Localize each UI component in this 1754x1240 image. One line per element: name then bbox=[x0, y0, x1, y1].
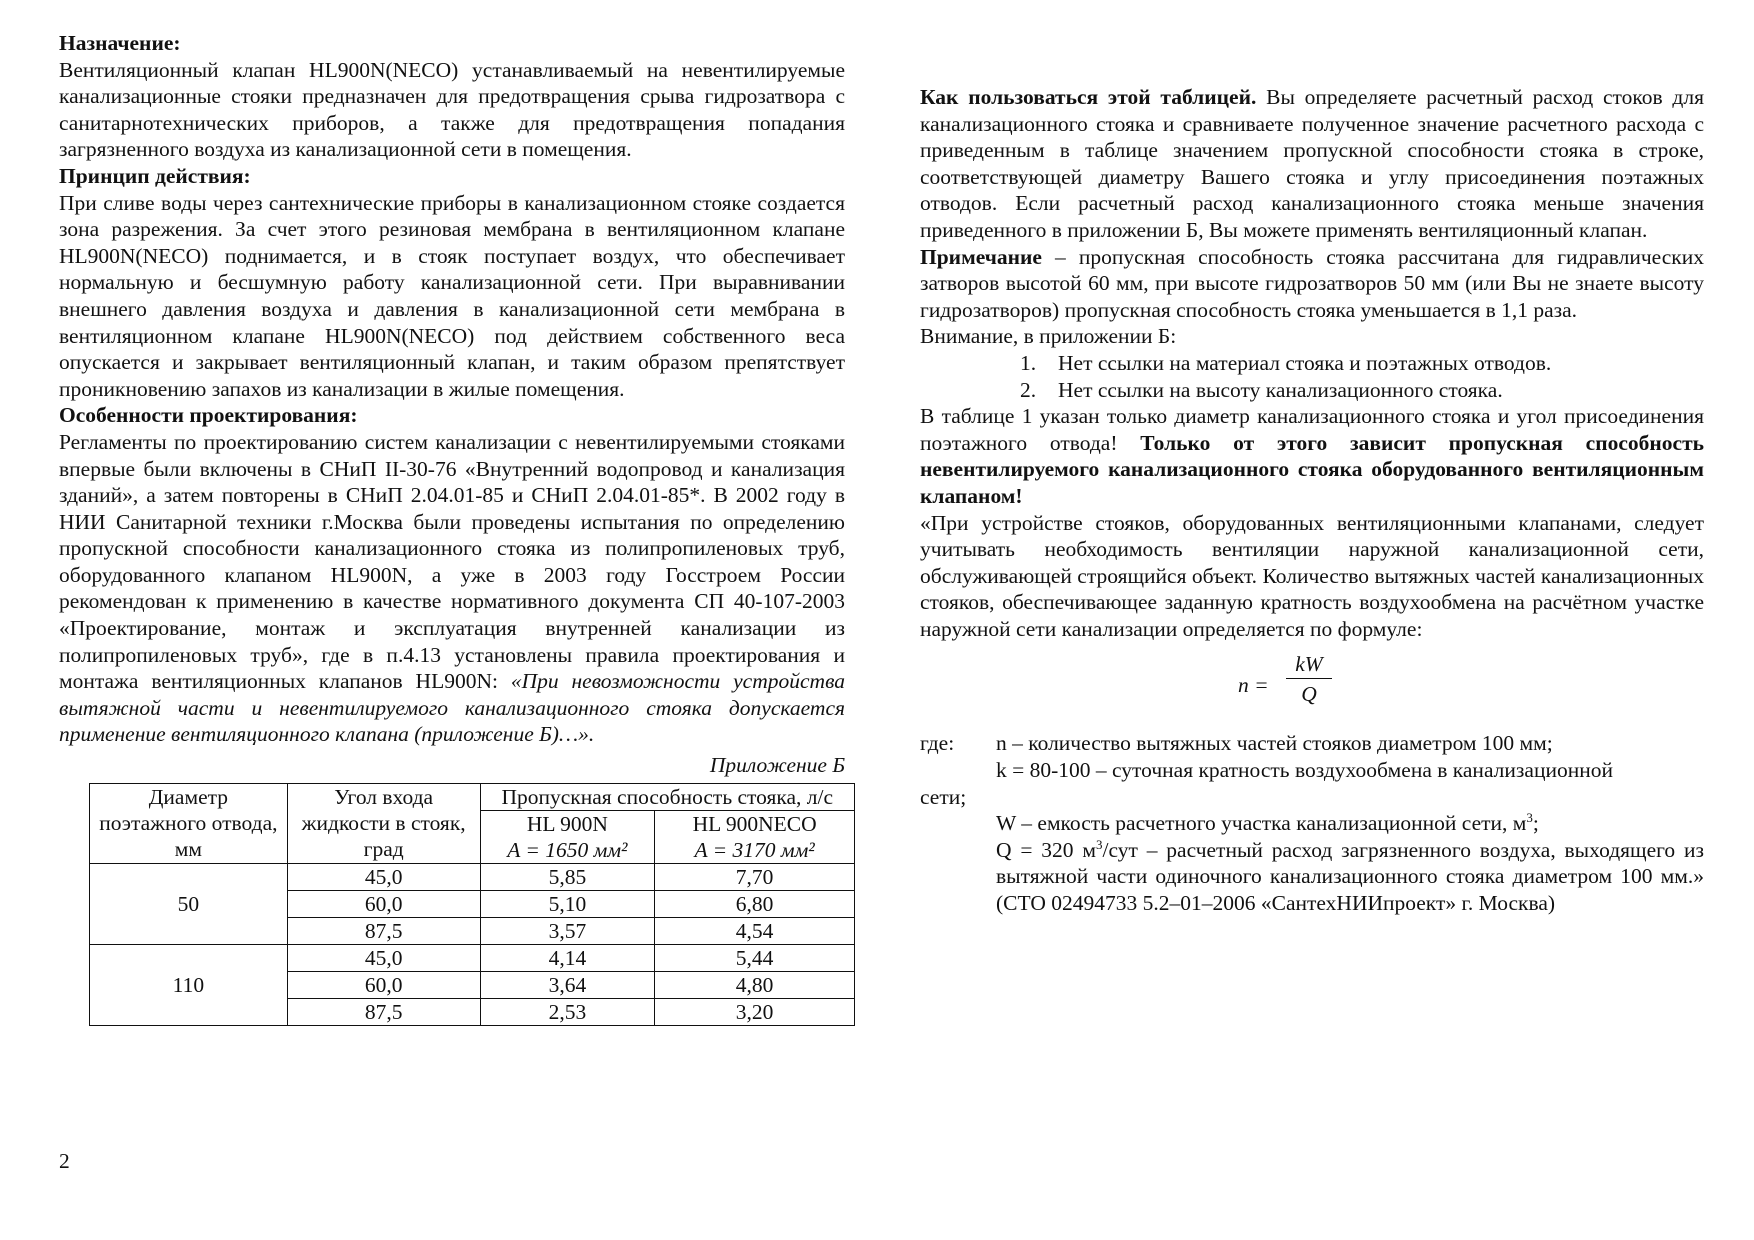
paragraph-note bbox=[920, 244, 1704, 324]
header-angle: Угол входа жидкости в стояк, град bbox=[287, 783, 480, 863]
formula-numerator: kW bbox=[1286, 650, 1332, 679]
where-w-main: W – емкость расчетного участка канализационной сети, м bbox=[996, 811, 1527, 836]
value-cell: 4,54 bbox=[655, 917, 855, 944]
paragraph-design bbox=[59, 429, 845, 748]
table-row bbox=[90, 944, 855, 971]
formula-denominator: Q bbox=[1301, 682, 1317, 707]
value-cell: 3,57 bbox=[480, 917, 655, 944]
note-heading: Примечание bbox=[920, 244, 1042, 269]
how-to-use-text: Вы определяете расчетный расход стоков для канализационного стояка и сравниваете полученное значение расчетного расхода с приведенным в таблице значением пропускной способности стояка в строке, соответствующей диаметру Вашего стояка и углу присоединения поэтажных отводов. Если расчетный расход канализационного стояка меньше значения приведенного в приложении Б, Вы можете применять вентиляционный клапан. bbox=[920, 85, 1704, 242]
model-2-name: HL 900NECO bbox=[692, 811, 817, 836]
model-1-name: HL 900N bbox=[526, 811, 608, 836]
page-number: 2 bbox=[59, 1149, 70, 1173]
table-header-row bbox=[90, 783, 855, 810]
where-n-text: n – количество вытяжных частей стояков диаметром 100 мм; bbox=[996, 731, 1553, 756]
header-model-1 bbox=[480, 810, 655, 863]
heading-design: Особенности проектирования: bbox=[59, 403, 358, 428]
formula-fraction bbox=[1286, 650, 1332, 709]
paragraph-purpose: Вентиляционный клапан HL900N(NECO) устанавливаемый на невентилируемые канализационные стояки предназначен для предотвращения срыва гидрозатвора с санитарнотехнических приборов, а также для предотвращения попадания загрязненного воздуха из канализационной сети в помещения. bbox=[59, 57, 845, 162]
model-2-area: A = 3170 мм² bbox=[694, 837, 815, 862]
attention-line: Внимание, в приложении Б: bbox=[920, 324, 1177, 349]
angle-cell: 45,0 bbox=[287, 944, 480, 971]
value-cell: 2,53 bbox=[480, 998, 655, 1025]
paragraph-table1 bbox=[920, 403, 1704, 509]
list-item bbox=[920, 350, 1704, 377]
formula-lhs: n = bbox=[1238, 673, 1269, 698]
heading-purpose: Назначение: bbox=[59, 31, 181, 55]
list-number: 2. bbox=[1020, 377, 1037, 402]
design-quote: «При невозможности устройства вытяжной части и невентилируемого канализационного стояка допускается применение вентиляционного клапана (приложение Б)…». bbox=[59, 669, 846, 747]
where-w-sup: 3 bbox=[1526, 810, 1533, 826]
value-cell: 4,14 bbox=[480, 944, 655, 971]
where-label: где: bbox=[920, 731, 955, 756]
value-cell: 5,44 bbox=[655, 944, 855, 971]
model-1-area: A = 1650 мм² bbox=[507, 837, 628, 862]
list-text: Нет ссылки на материал стояка и поэтажных отводов. bbox=[1058, 350, 1552, 375]
header-diameter: Диаметр поэтажного отвода, мм bbox=[90, 783, 288, 863]
where-q-sup: 3 bbox=[1096, 836, 1103, 852]
angle-cell: 45,0 bbox=[287, 863, 480, 890]
list-item bbox=[920, 377, 1704, 404]
paragraph-principle: При сливе воды через сантехнические приборы в канализационном стояке создается зона разрежения. За счет этого резиновая мембрана в вентиляционном клапане HL900N(NECO) поднимается, и в стояк поступает воздух, что обеспечивает нормальную и бесшумную работу канализационной сети. При выравнивании внешнего давления воздуха и давления в канализационной сети мембрана в вентиляционном клапане HL900N(NECO) под действием собственного веса опускается и закрывает вентиляционный клапан, и таким образом препятствует проникновению запахов из канализации в жилые помещения. bbox=[59, 190, 845, 401]
diameter-cell: 110 bbox=[90, 944, 288, 1025]
table1-bold: Только от этого зависит пропускная способность невентилируемого канализационного стояка оборудованного вентиляционным клапаном! bbox=[920, 430, 1705, 508]
diameter-cell: 50 bbox=[90, 863, 288, 944]
list-number: 1. bbox=[1020, 350, 1037, 375]
where-w-text bbox=[920, 810, 1704, 837]
value-cell: 7,70 bbox=[655, 863, 855, 890]
angle-cell: 87,5 bbox=[287, 998, 480, 1025]
left-column bbox=[59, 30, 845, 1026]
where-q-end: /сут – расчетный расход загрязненного воздуха, выходящего из вытяжной части одиночного канализационного стояка диаметром 100 мм.» (СТО 02494733 5.2–01–2006 «СантехНИИпроект» г. Москва) bbox=[996, 837, 1704, 916]
table1-text: В таблице 1 указан только диаметр канализационного стояка и угол присоединения поэтажного отвода! bbox=[920, 404, 1704, 455]
angle-cell: 60,0 bbox=[287, 890, 480, 917]
where-k-continuation: сети; bbox=[920, 784, 967, 809]
list-text: Нет ссылки на высоту канализационного стояка. bbox=[1058, 377, 1503, 402]
capacity-table bbox=[89, 783, 855, 1026]
table-row bbox=[90, 863, 855, 890]
how-to-use-heading: Как пользоваться этой таблицей. bbox=[920, 85, 1257, 109]
attention-list bbox=[920, 350, 1704, 403]
where-k-text: k = 80-100 – суточная кратность воздухообмена в канализационной bbox=[996, 758, 1613, 783]
where-n-row bbox=[920, 730, 1704, 757]
paragraph-how-to-use bbox=[920, 84, 1704, 244]
where-q-text bbox=[920, 837, 1704, 917]
header-capacity: Пропускная способность стояка, л/с bbox=[480, 783, 854, 810]
value-cell: 6,80 bbox=[655, 890, 855, 917]
right-column bbox=[920, 84, 1704, 917]
paragraph-quote: «При устройстве стояков, оборудованных вентиляционными клапанами, следует учитывать необходимость вентиляции наружной канализационной сети, обслуживающей строящийся объект. Количество вытяжных частей канализационных стояков, обеспечивающее заданную кратность воздухообмена на расчётном участке наружной сети канализации определяется по формуле: bbox=[920, 510, 1704, 641]
where-q-main: Q = 320 м bbox=[996, 837, 1096, 862]
angle-cell: 87,5 bbox=[287, 917, 480, 944]
value-cell: 3,64 bbox=[480, 971, 655, 998]
value-cell: 3,20 bbox=[655, 998, 855, 1025]
angle-cell: 60,0 bbox=[287, 971, 480, 998]
design-text: Регламенты по проектированию систем канализации с невентилируемыми стояками впервые были включены в СНиП II-30-76 «Внутренний водопровод и канализация зданий», а затем повторены в СНиП 2.04.01-85 и СНиП 2.04.01-85*. В 2002 году в НИИ Санитарной техники г.Москва были проведены испытания по определению пропускной способности канализационного стояка из полипропиленовых труб, оборудованного клапаном HL900N, а уже в 2003 году Госстроем России рекомендован к применению в качестве нормативного документа СП 40-107-2003 «Проектирование, монтаж и эксплуатация внутренней канализации из полипропиленовых труб», где в п.4.13 установлены правила проектирования и монтажа вентиляционных клапанов HL900N: bbox=[59, 429, 845, 694]
heading-principle: Принцип действия: bbox=[59, 163, 251, 188]
appendix-label: Приложение Б bbox=[709, 753, 845, 778]
note-text: – пропускная способность стояка рассчитана для гидравлических затворов высотой 60 мм, при высоте гидрозатворов 50 мм (или Вы не знаете высоту гидрозатворов) пропускная способность стояка уменьшается в 1,1 раза. bbox=[920, 244, 1704, 322]
where-w-end: ; bbox=[1532, 811, 1539, 836]
value-cell: 4,80 bbox=[655, 971, 855, 998]
value-cell: 5,10 bbox=[480, 890, 655, 917]
formula bbox=[920, 650, 1704, 726]
value-cell: 5,85 bbox=[480, 863, 655, 890]
header-model-2 bbox=[655, 810, 855, 863]
